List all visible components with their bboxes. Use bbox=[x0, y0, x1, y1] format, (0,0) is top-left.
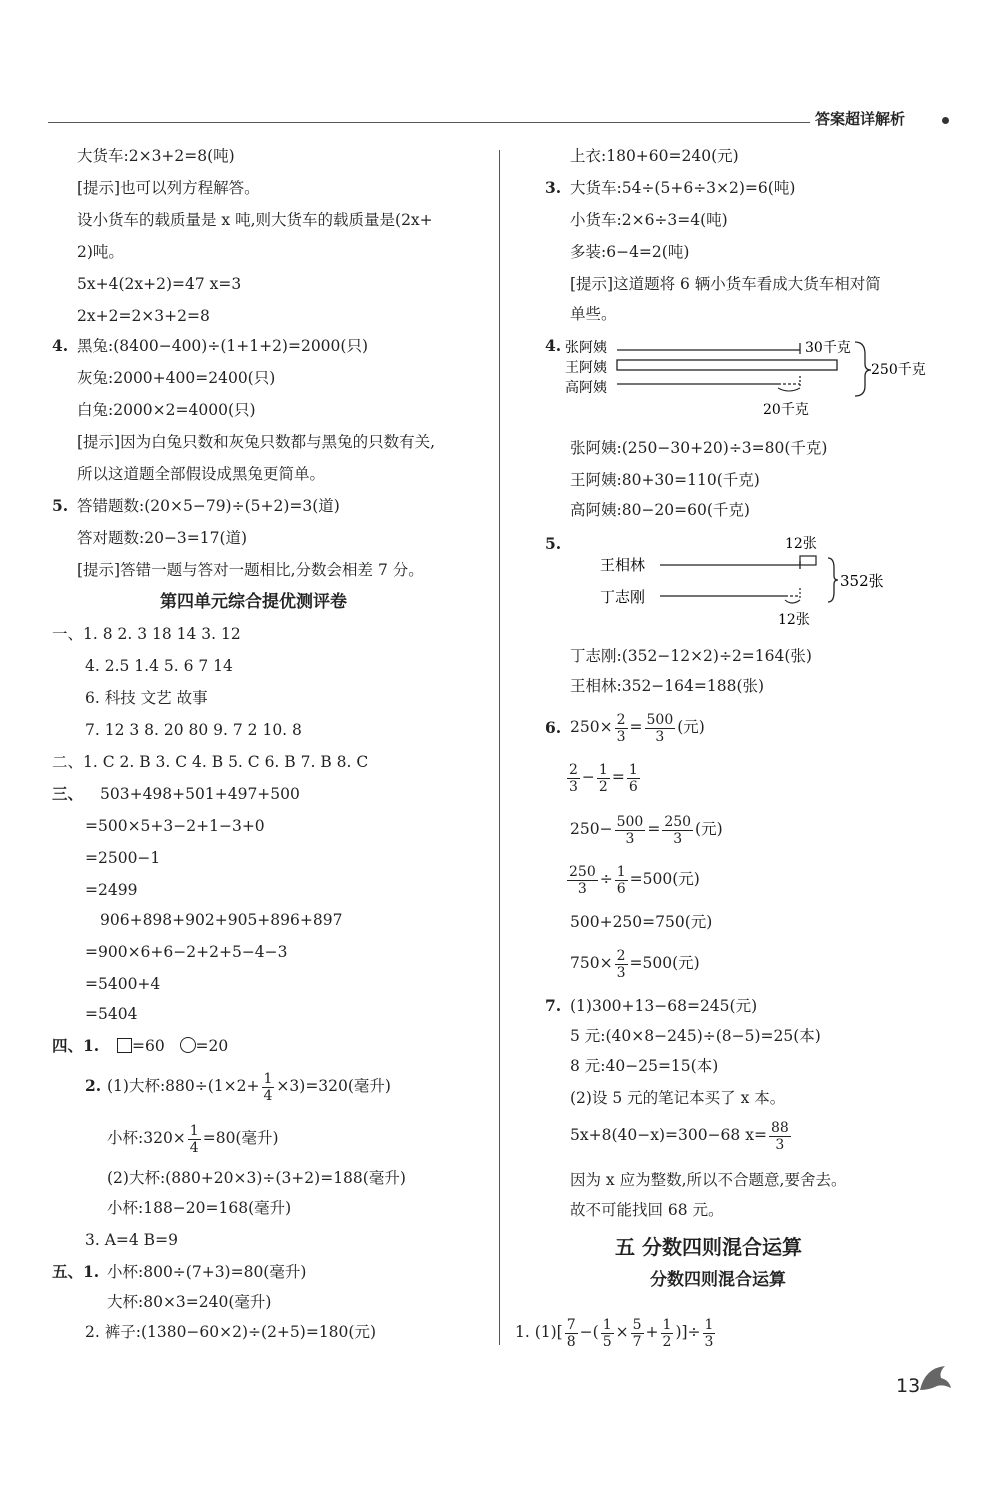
equation-line bbox=[107, 1120, 279, 1156]
fraction: $\frac{1}{6}$ bbox=[628, 761, 638, 795]
label-30kg: 30千克 bbox=[805, 340, 851, 356]
answer-line: 大货车:54÷(5+6÷3×2)=6(吨) bbox=[570, 179, 796, 197]
answer-line: 答错题数:(20×5−79)÷(5+2)=3(道) bbox=[77, 497, 340, 515]
answer-line: 丁志刚:(352−12×2)÷2=164(张) bbox=[570, 647, 812, 665]
answer-line: 2. 裤子:(1380−60×2)÷(2+5)=180(元) bbox=[85, 1323, 376, 1341]
answer-line: 答对题数:20−3=17(道) bbox=[77, 529, 248, 547]
answer-line: 二、1. C 2. B 3. C 4. B 5. C 6. B 7. B 8. C bbox=[52, 753, 369, 771]
equation-line: 5x+4(2x+2)=47 x=3 bbox=[77, 275, 242, 293]
text-line: 2)吨。 bbox=[77, 243, 124, 261]
text-line: 大货车:2×3+2=8(吨) bbox=[77, 147, 235, 165]
equation-line: =2499 bbox=[85, 881, 138, 899]
line-segment-diagram-4 bbox=[565, 334, 945, 424]
equation-line: 500+250=750(元) bbox=[570, 913, 713, 931]
square-value: =60 bbox=[132, 1037, 165, 1055]
equation-line: $\frac{250}{3}$ ÷ $\frac{1}{6}$ =500(元) bbox=[569, 863, 700, 897]
fraction: $\frac{1}{4}$ bbox=[263, 1070, 273, 1104]
answer-line: 王相林:352−164=188(张) bbox=[570, 677, 765, 695]
answer-line: 高阿姨:80−20=60(千克) bbox=[570, 501, 750, 519]
equation-line: 250× $\frac{2}{3}$ = $\frac{500}{3}$ (元) bbox=[570, 711, 705, 745]
answer-line: (2)设 5 元的笔记本买了 x 本。 bbox=[570, 1089, 786, 1107]
answer-line: 8 元:40−25=15(本) bbox=[570, 1057, 719, 1075]
equation-line: 1. (1)[ $\frac{7}{8}$ −( $\frac{1}{5}$ × $\frac{5}{7}$ + $\frac{1}{2}$ )]÷ $\frac{1}{3}$ bbox=[515, 1316, 714, 1350]
label-zhang: 张阿姨 bbox=[565, 340, 607, 356]
label-gao: 高阿姨 bbox=[565, 380, 607, 396]
answer-line: 6. 科技 文艺 故事 bbox=[85, 689, 208, 707]
answer-line: 因为 x 应为整数,所以不合题意,要舍去。 bbox=[570, 1171, 847, 1189]
fraction: $\frac{1}{4}$ bbox=[189, 1122, 199, 1156]
equation-line: 750× $\frac{2}{3}$ =500(元) bbox=[570, 947, 700, 981]
fraction: $\frac{1}{2}$ bbox=[662, 1316, 672, 1350]
answer-line: 黑兔:(8400−400)÷(1+1+2)=2000(只) bbox=[77, 337, 369, 355]
question-number: 3. bbox=[545, 178, 562, 197]
question-number: 5. bbox=[545, 534, 562, 553]
section-title: 第四单元综合提优测评卷 bbox=[160, 592, 347, 612]
label-12-bottom: 12张 bbox=[778, 612, 810, 628]
answer-line: 7. 12 3 8. 20 80 9. 7 2 10. 8 bbox=[85, 721, 302, 739]
fraction: $\frac{250}{3}$ bbox=[569, 863, 596, 897]
equation-line: 2x+2=2×3+2=8 bbox=[77, 307, 210, 325]
answer-line: 3. A=4 B=9 bbox=[85, 1231, 178, 1249]
circle-value: =20 bbox=[195, 1037, 229, 1055]
fraction: $\frac{2}{3}$ bbox=[569, 761, 578, 795]
fraction: $\frac{88}{3}$ bbox=[770, 1119, 789, 1153]
page-number: 13 bbox=[896, 1375, 921, 1397]
answer-line: 小货车:2×6÷3=4(吨) bbox=[570, 211, 728, 229]
label-ding-zhigang: 丁志刚 bbox=[600, 588, 646, 606]
equation-line bbox=[107, 1068, 391, 1104]
fraction: $\frac{2}{3}$ bbox=[616, 711, 626, 745]
answer-line: 大杯:80×3=240(毫升) bbox=[107, 1293, 272, 1311]
fraction: $\frac{7}{8}$ bbox=[566, 1316, 576, 1350]
fraction: $\frac{1}{3}$ bbox=[704, 1316, 714, 1350]
equation-part: 小杯:320× bbox=[107, 1129, 186, 1147]
question-number: 4. bbox=[52, 336, 69, 355]
label-250kg: 250千克 bbox=[871, 362, 926, 378]
header-rule bbox=[48, 122, 810, 123]
label-352: 352张 bbox=[840, 572, 884, 590]
line-segment-diagram-5 bbox=[600, 534, 920, 634]
equation-line: 250− $\frac{500}{3}$ = $\frac{250}{3}$ (元) bbox=[570, 813, 723, 847]
answer-line: 王阿姨:80+30=110(千克) bbox=[570, 471, 760, 489]
hint-line: 单些。 bbox=[570, 305, 617, 323]
answer-line: 张阿姨:(250−30+20)÷3=80(千克) bbox=[570, 439, 828, 457]
equation-line: =5400+4 bbox=[85, 975, 161, 993]
equation-line: $\frac{2}{3}$ − $\frac{1}{2}$ = $\frac{1}{6}$ bbox=[569, 761, 638, 795]
text-line: 设小货车的载质量是 x 吨,则大货车的载质量是(2x+ bbox=[77, 211, 433, 229]
answer-line: 多装:6−4=2(吨) bbox=[570, 243, 690, 261]
subchapter-title: 分数四则混合运算 bbox=[650, 1270, 786, 1290]
answer-line: 故不可能找回 68 元。 bbox=[570, 1201, 724, 1219]
label-20kg: 20千克 bbox=[763, 402, 809, 418]
answer-line: (2)大杯:(880+20×3)÷(3+2)=188(毫升) bbox=[107, 1169, 406, 1187]
equation-line: =2500−1 bbox=[85, 849, 161, 867]
section-number: 四、1. bbox=[52, 1036, 100, 1055]
column-divider bbox=[499, 150, 500, 1345]
chapter-title: 五 分数四则混合运算 bbox=[615, 1235, 802, 1259]
hint-line: [提示]这道题将 6 辆小货车看成大货车相对简 bbox=[570, 275, 881, 293]
equation-line: =500×5+3−2+1−3+0 bbox=[85, 817, 265, 835]
hint-line: [提示]也可以列方程解答。 bbox=[77, 179, 260, 197]
answer-line: 上衣:180+60=240(元) bbox=[570, 147, 739, 165]
question-number: 4. bbox=[545, 336, 562, 355]
equation-line: =5404 bbox=[85, 1005, 138, 1023]
answer-line bbox=[117, 1036, 228, 1056]
hint-line: [提示]因为白兔只数和灰兔只数都与黑兔的只数有关, bbox=[77, 433, 436, 451]
answer-line: 一、1. 8 2. 3 18 14 3. 12 bbox=[52, 625, 241, 643]
label-wang: 王阿姨 bbox=[565, 360, 607, 376]
header-title: 答案超详解析 bbox=[815, 110, 906, 128]
question-number: 2. bbox=[85, 1076, 102, 1095]
answer-line: 白兔:2000×2=4000(只) bbox=[77, 401, 256, 419]
label-wang-xianglin: 王相林 bbox=[600, 556, 646, 574]
answer-line: 5 元:(40×8−245)÷(8−5)=25(本) bbox=[570, 1027, 821, 1045]
square-symbol bbox=[117, 1038, 132, 1053]
answer-line: 4. 2.5 1.4 5. 6 7 14 bbox=[85, 657, 233, 675]
equation-part: =80(毫升) bbox=[202, 1129, 279, 1147]
fraction: $\frac{2}{3}$ bbox=[616, 947, 626, 981]
dolphin-icon bbox=[915, 1360, 955, 1400]
answer-line: 小杯:800÷(7+3)=80(毫升) bbox=[107, 1263, 307, 1281]
answer-line: 小杯:188−20=168(毫升) bbox=[107, 1199, 292, 1217]
fraction: $\frac{5}{7}$ bbox=[632, 1316, 642, 1350]
question-number: 5. bbox=[52, 496, 69, 515]
question-number: 7. bbox=[545, 996, 562, 1015]
fraction: $\frac{1}{6}$ bbox=[616, 863, 626, 897]
fraction: $\frac{250}{3}$ bbox=[664, 813, 692, 847]
fraction: $\frac{500}{3}$ bbox=[616, 813, 644, 847]
hint-line: [提示]答错一题与答对一题相比,分数会相差 7 分。 bbox=[77, 561, 424, 579]
label-12-top: 12张 bbox=[785, 536, 817, 552]
fraction: $\frac{500}{3}$ bbox=[646, 711, 674, 745]
section-number: 五、1. bbox=[52, 1262, 100, 1281]
answer-line: 灰兔:2000+400=2400(只) bbox=[77, 369, 276, 387]
fraction: $\frac{1}{2}$ bbox=[598, 761, 608, 795]
header-bullet bbox=[942, 117, 949, 124]
question-number: 6. bbox=[545, 718, 562, 737]
answer-line: (1)300+13−68=245(元) bbox=[570, 997, 758, 1015]
section-number: 三、 bbox=[52, 784, 84, 803]
equation-part: (1)大杯:880÷(1×2+ bbox=[107, 1077, 260, 1095]
equation-part: ×3)=320(毫升) bbox=[276, 1077, 391, 1095]
equation-line: =900×6+6−2+2+5−4−3 bbox=[85, 943, 288, 961]
equation-line: 906+898+902+905+896+897 bbox=[100, 911, 343, 929]
hint-line: 所以这道题全部假设成黑兔更简单。 bbox=[77, 465, 326, 483]
circle-symbol bbox=[180, 1037, 196, 1053]
fraction: $\frac{1}{5}$ bbox=[602, 1316, 612, 1350]
equation-line: 5x+8(40−x)=300−68 x= $\frac{88}{3}$ bbox=[570, 1119, 789, 1153]
equation-line: 503+498+501+497+500 bbox=[100, 785, 300, 803]
